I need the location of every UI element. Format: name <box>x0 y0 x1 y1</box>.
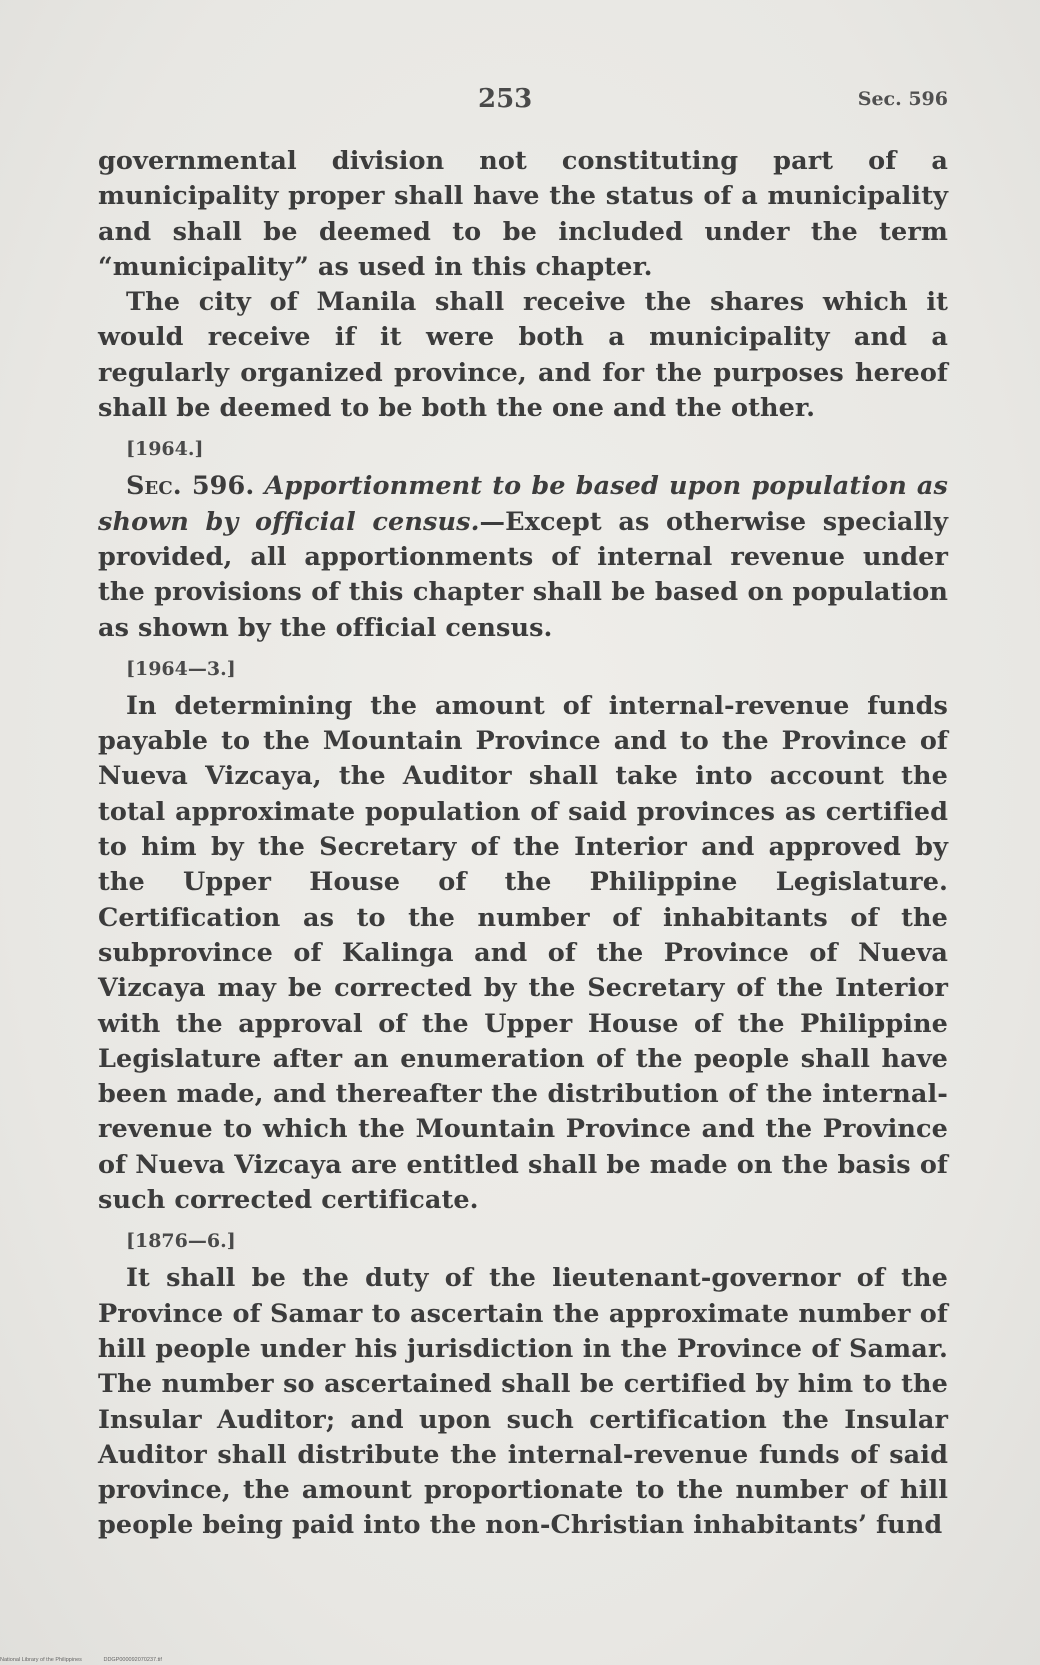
section-596-paragraph <box>98 469 948 645</box>
citation-ref: [1964.] <box>126 438 204 461</box>
paragraph-samar: It shall be the duty of the lieutenant-governor of the Province of Samar to ascertain the approximate number of hill people under his jurisdiction in the Province of Samar. The number so ascertained shall be certified by him to the Insular Auditor; and upon such certification the Insular Auditor shall distribute the internal-revenue funds of said province, the amount proportionate to the number of hill people being paid into the non-Christian inhabitants’ fund <box>98 1263 948 1541</box>
citation-ref: [1876—6.] <box>126 1230 236 1253</box>
paragraph-manila-shares: The city of Manila shall receive the shares which it would receive if it were both a municipality and a regularly organized province, and for the purposes hereof shall be deemed to be both the one and the other. <box>98 287 948 424</box>
section-text: —Except as otherwise specially provided, all apportionments of internal revenue under the provisions of this chapter shall be based on population as shown by the official census. <box>98 506 948 643</box>
body-text <box>98 144 948 1544</box>
citation-ref: [1964—3.] <box>126 657 236 680</box>
page-number: 253 <box>478 84 533 114</box>
page-header <box>98 84 948 124</box>
running-section-ref: Sec. 596 <box>857 88 948 110</box>
paragraph-mountain-province: In determining the amount of internal-revenue funds payable to the Mountain Province and to the Province of Nueva Vizcaya, the Auditor shall take into account the total approximate population of said provinces as certified to him by the Secretary of the Interior and approved by the Upper House of the Philippine Legislature. Certification as to the number of inhabitants of the subprovince of Kalinga and of the Province of Nueva Vizcaya may be corrected by the Secretary of the Interior with the approval of the Upper House of the Philippine Legislature after an enumeration of the people shall have been made, and thereafter the distribution of the internal-revenue to which the Mountain Province and the Province of Nueva Vizcaya are entitled shall be made on the basis of such corrected certificate. <box>98 690 948 1216</box>
section-label: Sec. 596. <box>126 471 255 502</box>
footer-identifier: DDGP000092070237.tif <box>103 1657 162 1663</box>
section-title: Apportionment to be based upon population as shown by official census. <box>98 471 948 537</box>
footer-library: National Library of the Philippines <box>0 1657 82 1663</box>
scan-footer <box>0 1657 182 1663</box>
paragraph-continuation: governmental division not constituting part of a municipality proper shall have the status of a municipality and shall be deemed to be included under the term “municipality” as used in this chapter. <box>98 146 948 282</box>
